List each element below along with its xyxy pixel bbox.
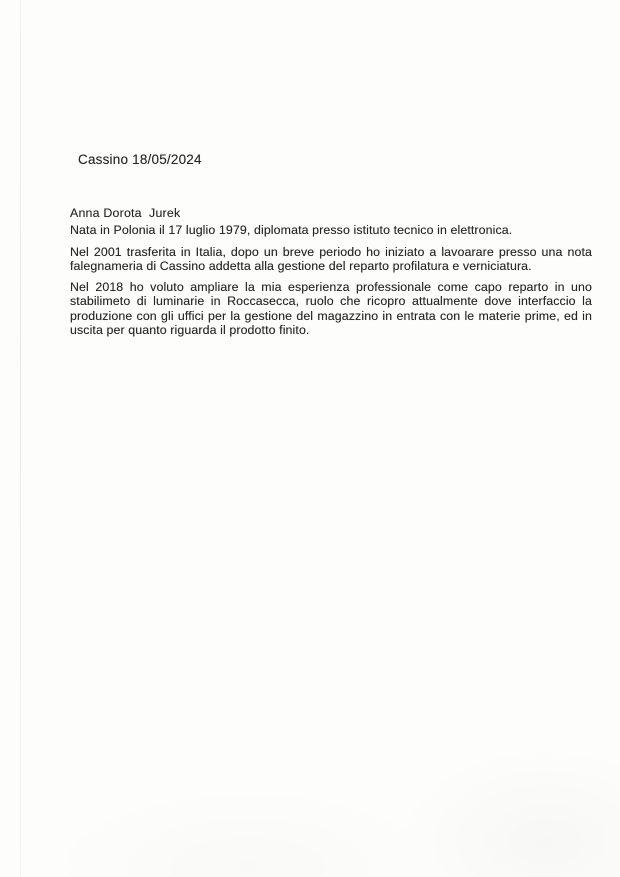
paragraph-2001-work: Nel 2001 trasferita in Italia, dopo un breve periodo ho iniziato a lavoarare presso una nota falegnameria di Cassino addetta alla gestione del reparto profilatura e verniciatura. (70, 244, 592, 273)
letter-body (70, 206, 592, 344)
paragraph-2018-work: Nel 2018 ho voluto ampliare la mia esperienza professionale come capo reparto in uno stabilimeto di luminarie in Roccasecca, ruolo che ricopro attualmente dove interfaccio la produzione con gli uffici per la gestione del magazzino in entrata con le materie prime, ed in uscita per quanto riguarda il prodotto finito. (70, 280, 592, 338)
scan-crease-line (20, 0, 21, 877)
paragraph-birth-education: Nata in Polonia il 17 luglio 1979, diplomata presso istituto tecnico in elettronica. (70, 223, 513, 238)
letter-date-line: Cassino 18/05/2024 (78, 152, 202, 167)
author-name: Anna Dorota Jurek (70, 206, 181, 220)
